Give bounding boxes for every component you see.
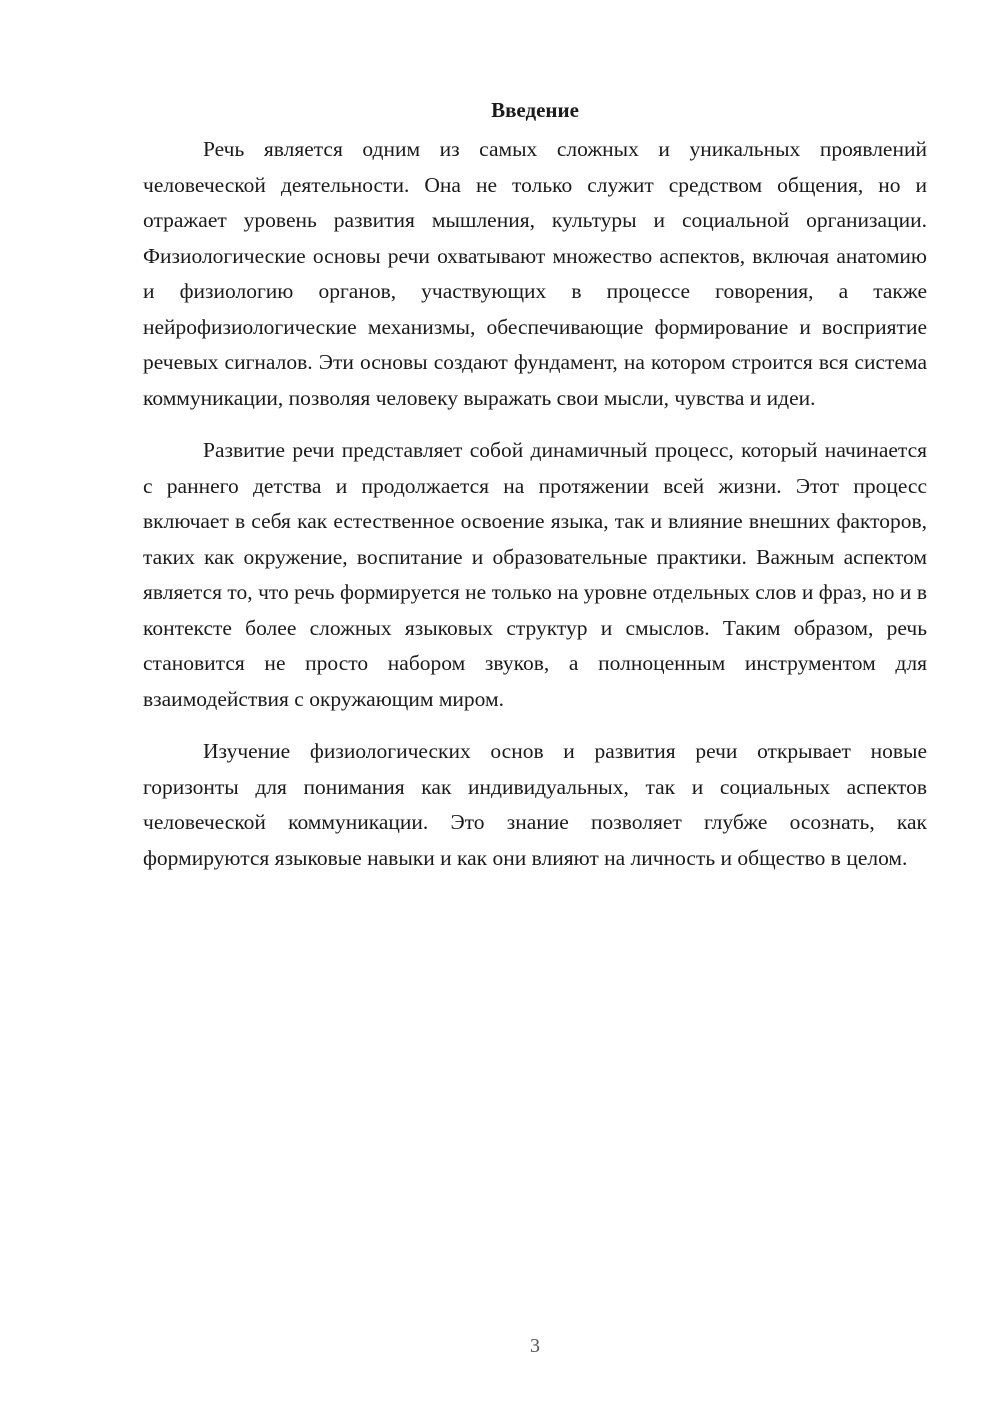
paragraph-2: Развитие речи представляет собой динамичный процесс, который начинается с раннего детства и продолжается на протяжении всей жизни. Этот процесс включает в себя как естественное освоение языка, так и влияние внешних факторов, таких как окружение, воспитание и образовательные практики. Важным аспектом является то, что речь формируется не только на уровне отдельных слов и фраз, но и в контексте более сложных языковых структур и смыслов. Таким образом, речь становится не просто набором звуков, а полноценным инструментом для взаимодействия с окружающим миром. — [143, 438, 927, 711]
page-number: 3 — [530, 1335, 540, 1357]
paragraph-3: Изучение физиологических основ и развития речи открывает новые горизонты для понимания как индивидуальных, так и социальных аспектов человеческой коммуникации. Это знание позволяет глубже осознать, как формируются языковые навыки и как они влияют на личность и общество в целом. — [143, 739, 927, 870]
section-heading: Введение — [491, 98, 579, 122]
paragraph-1: Речь является одним из самых сложных и уникальных проявлений человеческой деятельности. Она не только служит средством общения, но и отражает уровень развития мышления, культуры и социальной организации. Физиологические основы речи охватывают множество аспектов, включая анатомию и физиологию органов, участвующих в процессе говорения, а также нейрофизиологические механизмы, обеспечивающие формирование и восприятие речевых сигналов. Эти основы создают фундамент, на котором строится вся система коммуникации, позволяя человеку выражать свои мысли, чувства и идеи. — [143, 137, 927, 410]
page-content — [143, 96, 927, 893]
